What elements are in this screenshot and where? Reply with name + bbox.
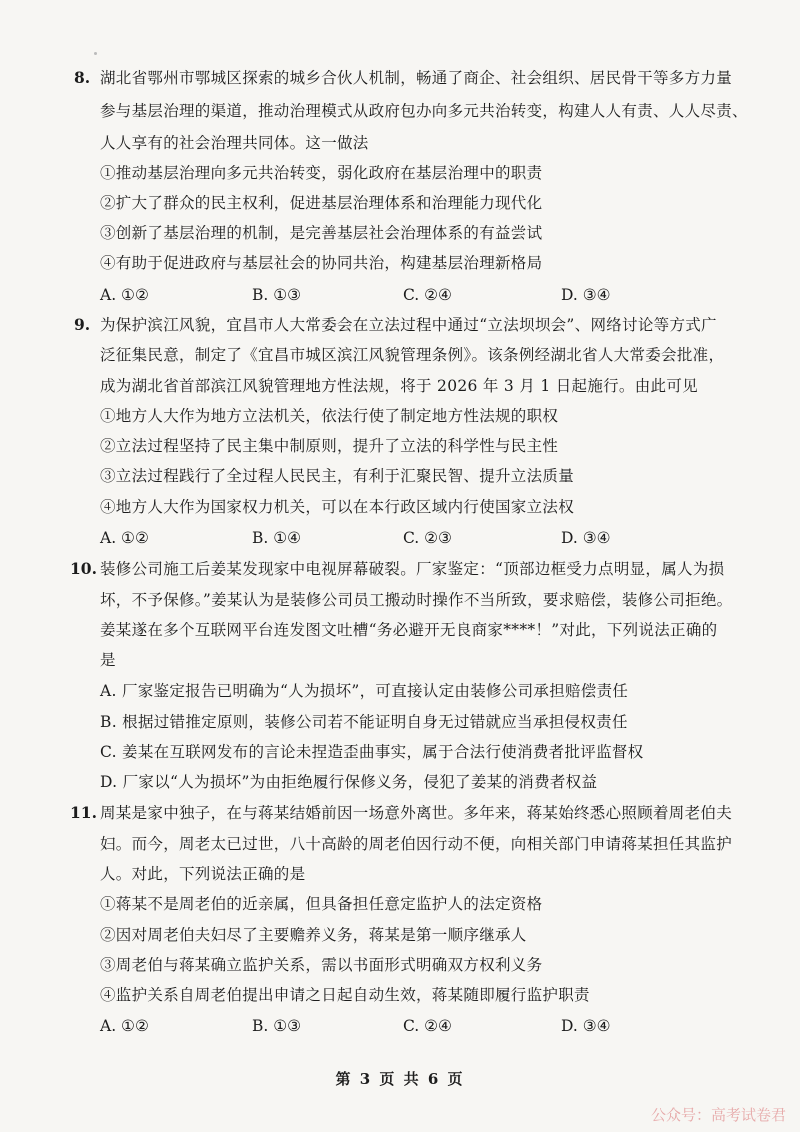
- question-8-number: 8.: [74, 68, 91, 87]
- watermark: 公众号：高考试卷君: [650, 1106, 786, 1124]
- question-9-option-d[interactable]: D. ③④: [561, 529, 611, 547]
- question-11-stem-line: 周某是家中独子，在与蒋某结婚前因一场意外离世。多年来，蒋某始终悉心照顾着周老伯夫: [100, 804, 733, 822]
- question-11-statement: ④监护关系自周老伯提出申请之日起自动生效，蒋某随即履行监护职责: [100, 986, 590, 1004]
- question-9-option-b[interactable]: B. ①④: [252, 529, 302, 547]
- page-number-footer: 第 3 页 共 6 页: [335, 1070, 465, 1088]
- question-11-option-b[interactable]: B. ①③: [252, 1017, 302, 1035]
- question-9-statement: ①地方人大作为地方立法机关，依法行使了制定地方性法规的职权: [100, 407, 559, 425]
- question-10-number: 10.: [70, 559, 97, 578]
- question-10-stem-line: 姜某遂在多个互联网平台连发图文吐槽“务必避开无良商家****！”对此，下列说法正确的: [100, 621, 718, 639]
- question-10-option-d[interactable]: D. 厂家以“人为损坏”为由拒绝履行保修义务，侵犯了姜某的消费者权益: [100, 773, 598, 791]
- question-10-stem-line: 是: [100, 651, 116, 669]
- question-8-option-b[interactable]: B. ①③: [252, 286, 302, 304]
- scan-dot: [94, 52, 97, 55]
- question-11-statement: ①蒋某不是周老伯的近亲属，但具备担任意定监护人的法定资格: [100, 895, 543, 913]
- question-9-option-c[interactable]: C. ②③: [403, 529, 452, 547]
- question-11-statement: ②因对周老伯夫妇尽了主要赡养义务，蒋某是第一顺序继承人: [100, 926, 527, 944]
- question-9-stem-line: 泛征集民意，制定了《宜昌市城区滨江风貌管理条例》。该条例经湖北省人大常委会批准，: [100, 346, 725, 364]
- question-8-stem-line: 人人享有的社会治理共同体。这一做法: [100, 134, 369, 152]
- question-9-statement: ④地方人大作为国家权力机关，可以在本行政区域内行使国家立法权: [100, 498, 575, 516]
- question-11-option-c[interactable]: C. ②④: [403, 1017, 452, 1035]
- question-11-statement: ③周老伯与蒋某确立监护关系，需以书面形式明确双方权利义务: [100, 956, 543, 974]
- question-8-statement: ①推动基层治理向多元共治转变，弱化政府在基层治理中的职责: [100, 164, 543, 182]
- question-8-statement: ③创新了基层治理的机制，是完善基层社会治理体系的有益尝试: [100, 224, 543, 242]
- question-11-option-d[interactable]: D. ③④: [561, 1017, 611, 1035]
- question-10-stem-line: 装修公司施工后姜某发现家中电视屏幕破裂。厂家鉴定：“顶部边框受力点明显，属人为损: [100, 560, 725, 578]
- question-8-statement: ④有助于促进政府与基层社会的协同共治，构建基层治理新格局: [100, 254, 543, 272]
- question-11-number: 11.: [70, 803, 97, 822]
- question-9-statement: ②立法过程坚持了民主集中制原则，提升了立法的科学性与民主性: [100, 437, 559, 455]
- question-8-option-d[interactable]: D. ③④: [561, 286, 611, 304]
- question-11-stem-line: 人。对此，下列说法正确的是: [100, 865, 306, 883]
- question-8-option-c[interactable]: C. ②④: [403, 286, 452, 304]
- question-8-stem-line: 湖北省鄂州市鄂城区探索的城乡合伙人机制，畅通了商企、社会组织、居民骨干等多方力量: [100, 69, 733, 87]
- question-9-option-a[interactable]: A. ①②: [100, 529, 149, 547]
- question-9-stem-line: 为保护滨江风貌，宜昌市人大常委会在立法过程中通过“立法坝坝会”、网络讨论等方式广: [100, 316, 717, 334]
- question-10-option-a[interactable]: A. 厂家鉴定报告已明确为“人为损坏”，可直接认定由装修公司承担赔偿责任: [100, 682, 629, 700]
- question-10-stem-line: 坏，不予保修。”姜某认为是装修公司员工搬动时操作不当所致，要求赔偿，装修公司拒绝。: [100, 591, 733, 609]
- question-10-option-c[interactable]: C. 姜某在互联网发布的言论未捏造歪曲事实，属于合法行使消费者批评监督权: [100, 743, 644, 761]
- question-9-statement: ③立法过程践行了全过程人民民主，有利于汇聚民智、提升立法质量: [100, 467, 575, 485]
- question-11-option-a[interactable]: A. ①②: [100, 1017, 149, 1035]
- question-11-stem-line: 妇。而今，周老太已过世，八十高龄的周老伯因行动不便，向相关部门申请蒋某担任其监护: [100, 835, 733, 853]
- question-9-stem-line: 成为湖北省首部滨江风貌管理地方性法规，将于 2026 年 3 月 1 日起施行。由此可见: [100, 377, 698, 395]
- question-10-option-b[interactable]: B. 根据过错推定原则，装修公司若不能证明自身无过错就应当承担侵权责任: [100, 713, 628, 731]
- question-9-number: 9.: [74, 315, 91, 334]
- question-8-statement: ②扩大了群众的民主权利，促进基层治理体系和治理能力现代化: [100, 194, 543, 212]
- question-8-option-a[interactable]: A. ①②: [100, 286, 149, 304]
- question-8-stem-line: 参与基层治理的渠道，推动治理模式从政府包办向多元共治转变，构建人人有责、人人尽责、: [100, 102, 748, 120]
